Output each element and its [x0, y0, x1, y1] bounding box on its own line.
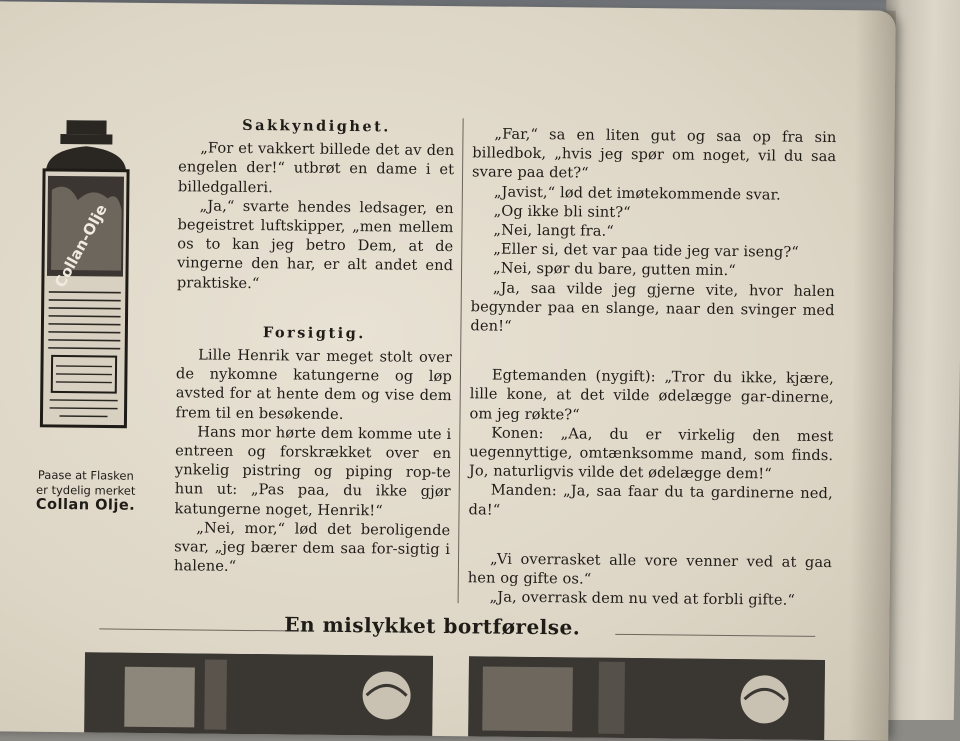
- column-divider: [458, 118, 464, 603]
- paragraph: Hans mor hørte dem komme ute i entreen og forskrækket over en ynkelig pistring og piping rop-te hun ut: „Pas paa, du ikke gjør katungerne noget, Henrik!“: [174, 423, 452, 520]
- oil-can-illustration: [35, 120, 134, 431]
- right-column: [468, 124, 837, 610]
- collan-olje-advertisement: [25, 120, 155, 514]
- panel-illustration: [84, 652, 433, 736]
- paragraph: „Vi overrasket alle vore venner ved at gaa hen og gifte os.“: [467, 550, 833, 588]
- paragraph: „Nei, langt fra.“: [493, 221, 614, 240]
- paragraph: „Far,“ sa en liten gut og saa op fra sin billedbok, „hvis jeg spør om noget, vil du saa svare paa det?“: [471, 125, 837, 182]
- comic-panel-right: [468, 656, 825, 740]
- ad-caption: [20, 468, 150, 514]
- paragraph: „Nei, spør du bare, gutten min.“: [492, 259, 736, 280]
- can-label: Collan-Olje: [50, 201, 111, 291]
- heading-sakkyndighet: Sakkyndighet.: [242, 116, 392, 136]
- magazine-page: [0, 1, 896, 740]
- paragraph: „Eller si, det var paa tide jeg var iseng?“: [493, 240, 799, 261]
- comic-panel-left: [84, 652, 433, 736]
- paragraph: Manden: „Ja, saa faar du ta gardinerne ned, da!“: [468, 481, 833, 519]
- paragraph: „Og ikke bli sint?“: [493, 202, 631, 221]
- ad-caption-line-2: er tydelig merket: [35, 482, 136, 498]
- paragraph: „For et vakkert billede det av den engelen der!“ utbrøt en dame i et billedgalleri.: [177, 139, 455, 196]
- paragraph: „Ja,“ svarte hendes ledsager, en begeistret luftskipper, „men mellem os to kan jeg betro Dem, at de vingerne den har, er alt andet end praktiske.“: [176, 197, 454, 292]
- paragraph: „Javist,“ lød det imøtekommende svar.: [493, 183, 781, 204]
- ad-caption-line-1: Paase at Flasken: [37, 467, 134, 483]
- paragraph: Lille Henrik var meget stolt over de nykomne katungerne og løp avsted for at hente dem og vise dem frem til en besøkende.: [175, 346, 453, 423]
- heading-forsigtig: Forsigtig.: [262, 323, 366, 343]
- panel-illustration: [468, 656, 825, 740]
- comic-title: En mislykket bortførelse.: [284, 612, 581, 640]
- ad-brand-name: Collan Olje.: [35, 496, 136, 514]
- paragraph: „Ja, overrask dem nu ved at forbli gifte.“: [489, 588, 796, 609]
- gutter-shadow: [848, 10, 896, 740]
- paragraph: „Nei, mor,“ lød det beroligende svar, „jeg bærer dem saa for-sigtig i halene.“: [173, 519, 451, 576]
- paragraph: Egtemanden (nygift): „Tror du ikke, kjære, lille kone, at det vilde ødelægge gar-dinerne, om jeg røkte?“: [469, 366, 835, 424]
- paragraph: Konen: „Aa, du er virkelig den mest uegennyttige, omtænksomme mand, som finds. Jo, naturligvis vilde det ødelægge dem!“: [468, 424, 834, 483]
- paragraph: „Ja, saa vilde jeg gjerne vite, hvor halen begynder paa en slange, naar den svinger med den!“: [470, 279, 835, 335]
- left-column: [174, 115, 455, 578]
